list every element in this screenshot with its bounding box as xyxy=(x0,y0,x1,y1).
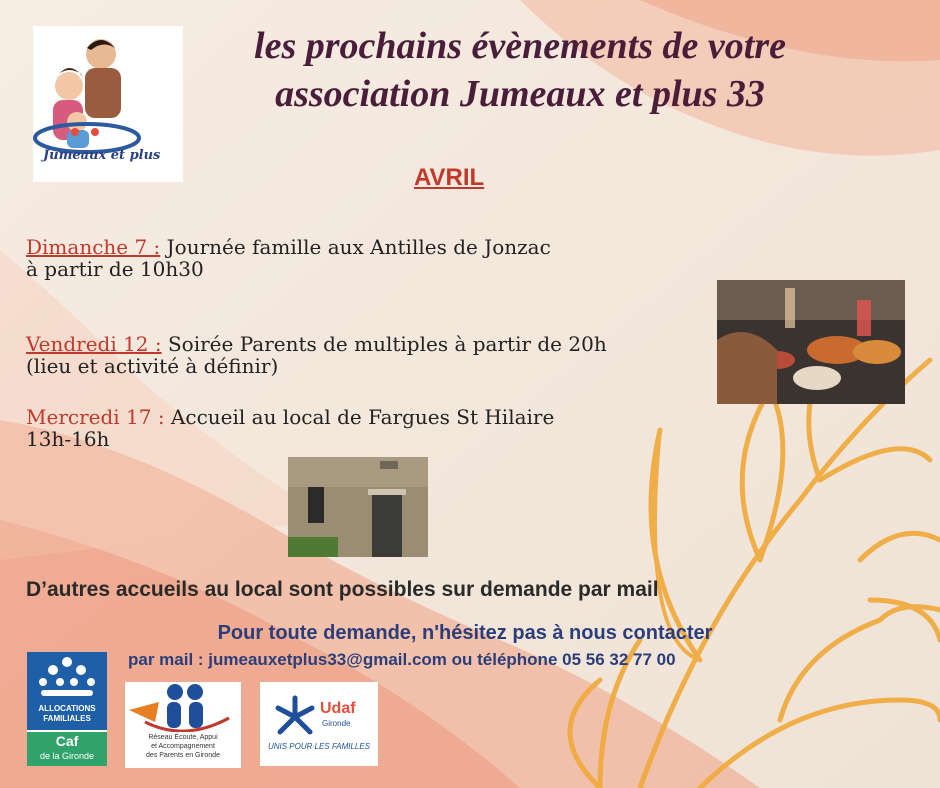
caf-name: Caf xyxy=(55,733,79,749)
extra-visits-note: D’autres accueils au local sont possibles sur demande par mail xyxy=(26,578,659,601)
month-heading: AVRIL xyxy=(414,164,485,191)
udaf-logo xyxy=(260,682,378,766)
event-description: Soirée Parents de multiples à partir de 20h xyxy=(161,332,607,356)
title-line-2: association Jumeaux et plus 33 xyxy=(275,73,765,115)
caf-logo xyxy=(27,652,107,766)
event-description: Accueil au local de Fargues St Hilaire xyxy=(164,405,555,429)
event-item-1 xyxy=(26,236,551,280)
reaap-logo xyxy=(125,682,241,768)
event-date: Mercredi 17 : xyxy=(26,405,165,429)
caf-people-icon xyxy=(27,652,107,702)
reaap-people-icon xyxy=(125,682,241,732)
event-time: à partir de 10h30 xyxy=(26,257,204,281)
event-date: Dimanche 7 : xyxy=(26,235,161,259)
contact-details: par mail : jumeauxetplus33@gmail.com ou téléphone 05 56 32 77 00 xyxy=(128,650,676,669)
caf-region: de la Gironde xyxy=(39,751,95,761)
reaap-line-3: des Parents en Gironde xyxy=(146,752,220,759)
event-description: Journée famille aux Antilles de Jonzac xyxy=(160,235,551,259)
udaf-tagline: UNIS POUR LES FAMILLES xyxy=(267,742,371,751)
jumeaux-logo xyxy=(33,26,183,182)
reaap-line-2: et Accompagnement xyxy=(151,743,215,750)
udaf-icon xyxy=(270,692,320,742)
event-time: 13h-16h xyxy=(26,427,110,451)
event-item-2 xyxy=(26,333,607,377)
udaf-region: Gironde xyxy=(322,719,351,728)
title-line-1: les prochains évènements de votre xyxy=(254,25,786,67)
event-date: Vendredi 12 : xyxy=(26,332,162,356)
local-building-photo xyxy=(288,457,428,557)
page-title xyxy=(150,22,890,118)
logo-text: Jumeaux et plus xyxy=(43,148,161,163)
caf-line-2: FAMILIALES xyxy=(43,714,91,723)
reaap-line-1: Réseau Écoute, Appui xyxy=(148,734,218,741)
event-details: (lieu et activité à définir) xyxy=(26,354,279,378)
udaf-name: Udaf xyxy=(320,700,356,717)
restaurant-photo xyxy=(717,280,905,404)
event-item-3 xyxy=(26,406,554,450)
caf-line-1: ALLOCATIONS xyxy=(38,704,96,713)
contact-heading: Pour toute demande, n'hésitez pas à nous contacter xyxy=(217,622,713,644)
